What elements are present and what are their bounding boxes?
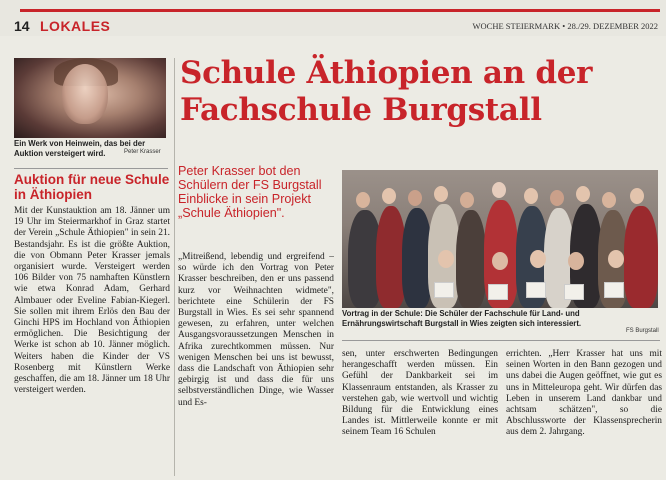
header-rule [20, 9, 660, 12]
photo-divider [342, 340, 660, 341]
publication-line: WOCHE STEIERMARK • 28./29. DEZEMBER 2022 [472, 21, 658, 31]
main-headline: Schule Äthiopien an der Fachschule Burgstall [180, 55, 593, 128]
class-photo [342, 170, 658, 308]
artwork-credit: Peter Krasser [124, 149, 161, 155]
side-story-text: Mit der Kunstauktion am 18. Jänner um 19 Uhr im Steiermarkhof in Graz startet der Verein „Schule Äthiopien" in sein 21. Bestandsjahr. Es ist die größte Auktion, die von Obmann Peter Krasser jemals organisiert wurde. Versteigert werden 106 Bilder von 75 namhaften Künstlern wie etwa Konrad Adam, Gerhard Almbauer oder Eveline Fabian-Kiegerl. Sie sollen mit ihrem Erlös den Bau der Ginchi HPS im Hochland von Äthiopien ermöglichen. Die Besichtigung der Werke ist schon ab 10. Jänner möglich. Weiters haben die Kinder der VS Rosenberg mit Künstlern Werke geschaffen, die am 18. Jänner um 18 Uhr versteigert werden. [14, 206, 170, 396]
section-title: LOKALES [40, 18, 111, 34]
caption-divider [14, 168, 168, 169]
article-column-1: „Mitreißend, lebendig und ergreifend – so würde ich den Vortrag von Peter Krasser beschreiben, den er uns passend kurz vor Weihnachten widmete", berichtete eine Schülerin der FS Burgstall in Wies. Es sei sehr spannend gewesen, zu erfahren, unter welchen Ausgangsvoraussetzungen Menschen in Afrika zurechtkommen müssen. Nur wenigen Menschen bei uns ist bewusst, dass die Landschaft von Äthiopien sehr gebirgig ist und dass die für uns selbstverständlichen Dinge, wie Wasser und Es- [178, 252, 334, 408]
side-story-body [14, 206, 170, 474]
artwork-caption: Ein Werk von Heinwein, das bei der Auktion versteigert wird. [14, 139, 146, 158]
artwork-photo [14, 58, 166, 138]
article-column-3: errichten. „Herr Krasser hat uns mit seinen Worten in den Bann gezogen und uns dabei die Augen geöffnet, wie gut es uns in Mitteleuropa geht. Wir dürfen das Leben in unserem Land dankbar und achtsam schätzen", so die Abschlussworte der Klassensprecherin aus dem 2. Jahrgang. [506, 349, 662, 438]
photo-credit: FS Burgstall [626, 328, 659, 334]
side-story-headline: Auktion für neue Schule in Äthiopien [14, 172, 170, 202]
photo-caption: Vortrag in der Schule: Die Schüler der Fachschule für Land- und Ernährungswirtschaft Burgstall in Wies zeigten sich interessiert. [342, 309, 582, 328]
column-divider [174, 58, 175, 476]
main-lead: Peter Krasser bot den Schülern der FS Burgstall Einblicke in sein Projekt „Schule Äthiopien". [178, 164, 322, 220]
page-number: 14 [14, 18, 30, 34]
article-column-2: sen, unter erschwerten Bedingungen herangeschafft werden müssen. Ein Gefühl der Dankbarkeit sei im Klassenraum entstanden, als Krasser zu verstehen gab, wie wertvoll und wichtig Bildung für die Entwicklung eines Landes ist. Mittlerweile konnte er mit seinem Team 16 Schulen [342, 349, 498, 438]
